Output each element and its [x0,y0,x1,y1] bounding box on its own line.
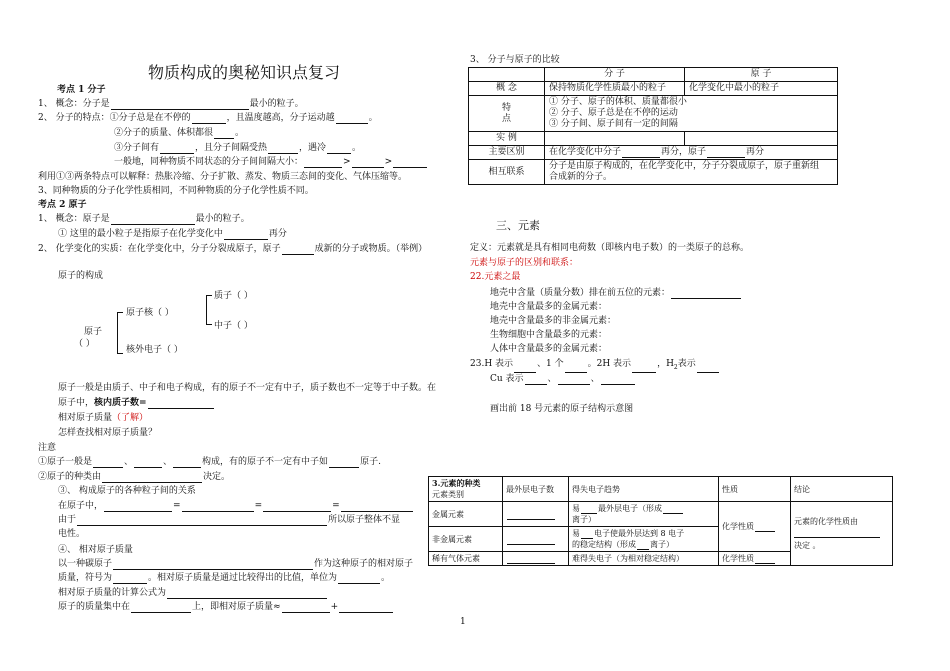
text-line: 由于 所以原子整体不显 [58,515,401,525]
cell: 易 最外层电子（形成 离子） [569,502,719,527]
text-line: 怎样查找相对原子质量？ [58,428,158,438]
text-line: ③、 构成原子的各种粒子间的关系 [58,486,196,496]
header-molecule: 分 子 [545,68,685,82]
text-line: 相对原子质量的计算公式为 [58,588,328,599]
text-line: 原子中，核内质子数= [58,398,215,409]
cell: 元素的化学性质由 决定 。 [791,502,893,566]
compare-table [468,67,838,185]
cell [685,132,838,146]
text-line: ③分子间有 ，且分子间隔受热 ，遇冷 。 [114,143,362,153]
brace-nucleus [206,295,212,325]
cell [503,527,569,552]
header-cell: 3.元素的种类 元素类别 [429,477,503,502]
text-line: 1、 概念：原子是 最小的粒子。 [38,214,250,224]
atom-paren: （ ） [74,339,95,349]
text-line: 2、 分子的特点：①分子总是在不停的 ，且温度越高，分子运动越 。 [38,113,378,123]
note-heading: 注意 [38,443,57,453]
text-line: 利用①③两条特点可以解释：热胀冷缩、分子扩散、蒸发、物质三态间的变化、气体压缩等。 [38,172,408,182]
section-heading: 考点 1 分子 [57,85,106,95]
header-atom: 原 子 [685,68,838,82]
text-line: 电性。 [58,529,86,539]
subheading: 原子的构成 [58,271,104,281]
cell: 易 电子使最外层达到 8 电子 的稳定结构（形成 离子） [569,527,719,552]
text-line: 2、 化学变化的实质：在化学变化中，分子分裂成原子，原子 成新的分子或物质。（举例） [38,244,428,254]
text-line: ②原子的种类由 决定。 [38,472,231,482]
text-line: 人体中含量最多的金属元素： [490,344,608,354]
text-line: 地壳中含量（质量分数）排在前五位的元素： [490,288,742,299]
cell: 保持物质化学性质最小的粒子 [545,82,685,96]
cell: 非金属元素 [429,527,503,552]
row-head: 概 念 [469,82,545,96]
nucleus-label: 原子核（ ） [126,308,174,318]
text-line: 质量，符号为 。相对原子质量是通过比较得出的比值，单位为 。 [58,573,391,583]
neutron-label: 中子（ ） [214,321,253,331]
header-cell: 最外层电子数 [503,477,569,502]
text-line: 23.H 表示 、1 个 。2H 表示 ，$H_2$表示 [470,359,720,373]
row-head: 实 例 [469,132,545,146]
page-title: 物质构成的奥秘知识点复习 [148,63,341,82]
atom-label: 原子 [84,327,103,337]
row-head: 相互联系 [469,160,545,185]
cell: ① 分子、原子的体积、质量都很小 ② 分子、原子总是在不停的运动 ③ 分子间、原子间有一定的间隔 [545,96,838,132]
cell: 金属元素 [429,502,503,527]
cell: 在化学变化中分子 再分，原子 再分 [545,146,838,160]
text-line: 22.元素之最 [470,272,521,282]
electron-label: 核外电子（ ） [126,345,183,355]
text-line: 地壳中含量最多的非金属元素： [490,316,617,326]
element-type-table [428,476,893,566]
section-heading: 3、 分子与原子的比较 [470,55,560,65]
row-head: 特 点 [469,96,545,132]
text-line: 以一种碳原子 作为这种原子的相对原子 [58,559,414,569]
proton-label: 质子（ ） [214,291,253,301]
text-line: 1、 概念：分子是 最小的粒子。 [38,99,304,109]
cell: 稀有气体元素 [429,552,503,566]
text-line: ① 这里的最小粒子是指原子在化学变化中 再分 [58,229,287,239]
header-cell: 性质 [719,477,791,502]
row-head: 主要区别 [469,146,545,160]
brace-atom [117,312,123,354]
cell: 化学性质 [719,552,791,566]
text-line: 原子一般是由质子、中子和电子构成，有的原子不一定有中子，质子数也不一定等于中子数。在 [58,383,437,393]
cell: 化学变化中最小的粒子 [685,82,838,96]
text-line: ④、 相对原子质量 [58,545,133,555]
section-heading: 考点 2 原子 [38,200,87,210]
cell: 分子是由原子构成的，在化学变化中，分子分裂成原子，原子重新组 合成新的分子。 [545,160,838,185]
section-heading: 三、元素 [496,219,540,232]
text-line: 在原子中， = = = [58,501,414,512]
header-cell: 得失电子趋势 [569,477,719,502]
header-cell: 结论 [791,477,893,502]
cell: 化学性质 [719,502,791,552]
text-line: 元素与原子的区别和联系： [470,258,579,268]
text-line: 原子的质量集中在 上，即相对原子质量≈ + [58,602,394,613]
text-line: 画出前 18 号元素的原子结构示意图 [490,404,634,414]
cell [503,552,569,566]
text-line: 定义：元素就是具有相同电荷数（即核内电子数）的一类原子的总称。 [470,243,750,253]
text-line: ②分子的质量、体积都很 。 [114,128,245,138]
text-line: Cu 表示 、 、 [490,374,636,385]
text-line: 地壳中含量最多的金属元素： [490,302,608,312]
text-line: 3、同种物质的分子化学性质相同，不同种物质的分子化学性质不同。 [38,186,314,196]
cell: 难得失电子（为相对稳定结构） [569,552,719,566]
cell [503,502,569,527]
text-line: ①原子一般是 、 、 构成，有的原子不一定有中子如 原子. [38,457,381,467]
text-line: 一般地，同种物质不同状态的分子间间隔大小： > > [114,157,428,168]
cell [545,132,685,146]
text-line: 相对原子质量（了解） [58,413,149,423]
text-line: 生物细胞中含量最多的元素： [490,330,608,340]
page-number: 1 [460,617,466,627]
